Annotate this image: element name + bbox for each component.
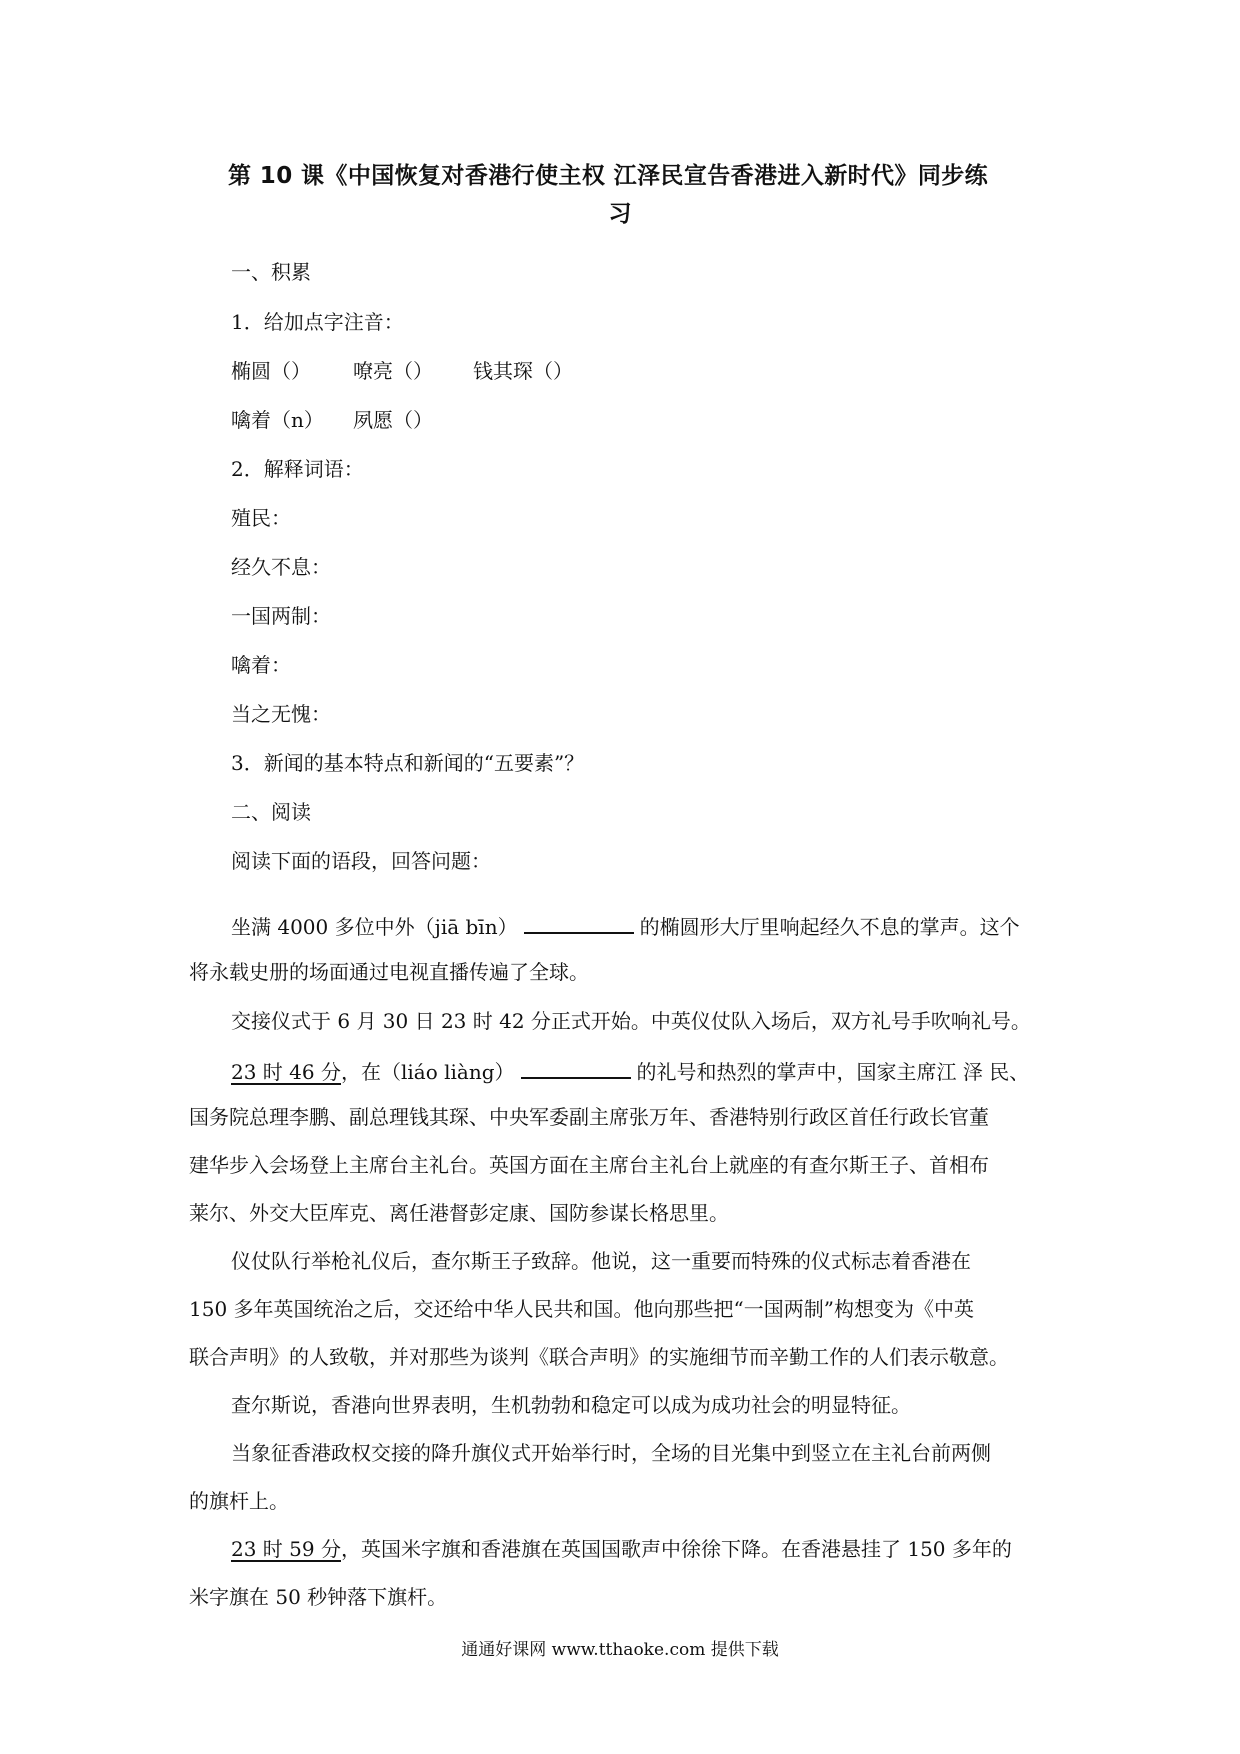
pinyin-item: 钱其琛（）	[473, 359, 573, 383]
underlined-time: 23 时 59 分	[231, 1537, 341, 1561]
paragraph-line	[231, 1535, 1012, 1563]
pinyin-item: 噙着（n）	[231, 408, 324, 432]
paragraph-text: 坐满 4000 多位中外（jiā bīn）	[231, 915, 518, 939]
paragraph-line: 的旗杆上。	[189, 1489, 289, 1513]
term-item: 殖民：	[231, 506, 291, 530]
page-footer: 通通好课网 www.tthaoke.com 提供下载	[461, 1640, 779, 1660]
paragraph-line: 联合声明》的人致敬，并对那些为谈判《联合声明》的实施细节而辛勤工作的人们表示敬意。	[189, 1345, 1009, 1369]
paragraph-line: 查尔斯说，香港向世界表明，生机勃勃和稳定可以成为成功社会的明显特征。	[231, 1393, 911, 1417]
paragraph-line: 交接仪式于 6 月 30 日 23 时 42 分正式开始。中英仪仗队入场后，双方礼号手吹响礼号。	[231, 1009, 1031, 1033]
paragraph-text: ，英国米字旗和香港旗在英国国歌声中徐徐下降。在香港悬挂了 150 多年的	[340, 1537, 1012, 1561]
paragraph-line: 莱尔、外交大臣库克、离任港督彭定康、国防参谋长格思里。	[189, 1201, 729, 1225]
paragraph-line: 国务院总理李鹏、副总理钱其琛、中央军委副主席张万年、香港特别行政区首任行政长官董	[189, 1105, 989, 1129]
answer-blank[interactable]	[524, 910, 634, 934]
paragraph-line: 150 多年英国统治之后，交还给中华人民共和国。他向那些把“一国两制”构想变为《中英	[189, 1297, 974, 1321]
paragraph-text: 的礼号和热烈的掌声中，国家主席江 泽 民、	[636, 1060, 1030, 1084]
pinyin-item: 椭圆（）	[231, 359, 311, 383]
section-heading-reading: 二、阅读	[231, 800, 311, 824]
term-item: 噙着：	[231, 653, 291, 677]
paragraph-line: 米字旗在 50 秒钟落下旗杆。	[189, 1585, 448, 1609]
question-3: 3．新闻的基本特点和新闻的“五要素”？	[231, 751, 585, 775]
term-item: 一国两制：	[231, 604, 331, 628]
document-title-continued: 习	[608, 201, 632, 227]
paragraph-line: 当象征香港政权交接的降升旗仪式开始举行时，全场的目光集中到竖立在主礼台前两侧	[231, 1441, 991, 1465]
term-item: 当之无愧：	[231, 702, 331, 726]
paragraph-line: 仪仗队行举枪礼仪后，查尔斯王子致辞。他说，这一重要而特殊的仪式标志着香港在	[231, 1249, 971, 1273]
section-heading-accumulation: 一、积累	[231, 260, 311, 284]
pinyin-item: 夙愿（）	[353, 408, 433, 432]
paragraph-text: 的椭圆形大厅里响起经久不息的掌声。这个	[639, 915, 1020, 939]
paragraph-line	[231, 1055, 1029, 1086]
term-item: 经久不息：	[231, 555, 331, 579]
paragraph-line: 将永载史册的场面通过电视直播传遍了全球。	[189, 960, 589, 984]
answer-blank[interactable]	[521, 1055, 631, 1079]
document-title: 第 10 课《中国恢复对香港行使主权 江泽民宣告香港进入新时代》同步练	[228, 163, 989, 189]
reading-intro: 阅读下面的语段，回答问题：	[231, 849, 491, 873]
paragraph-text: ，在（liáo liàng）	[340, 1060, 515, 1084]
pinyin-item: 嘹亮（）	[353, 359, 433, 383]
paragraph-line	[231, 910, 1020, 941]
paragraph-line: 建华步入会场登上主席台主礼台。英国方面在主席台主礼台上就座的有查尔斯王子、首相布	[189, 1153, 989, 1177]
underlined-time: 23 时 46 分	[231, 1060, 341, 1084]
question-2: 2．解释词语：	[231, 457, 364, 481]
question-1: 1．给加点字注音：	[231, 310, 404, 334]
